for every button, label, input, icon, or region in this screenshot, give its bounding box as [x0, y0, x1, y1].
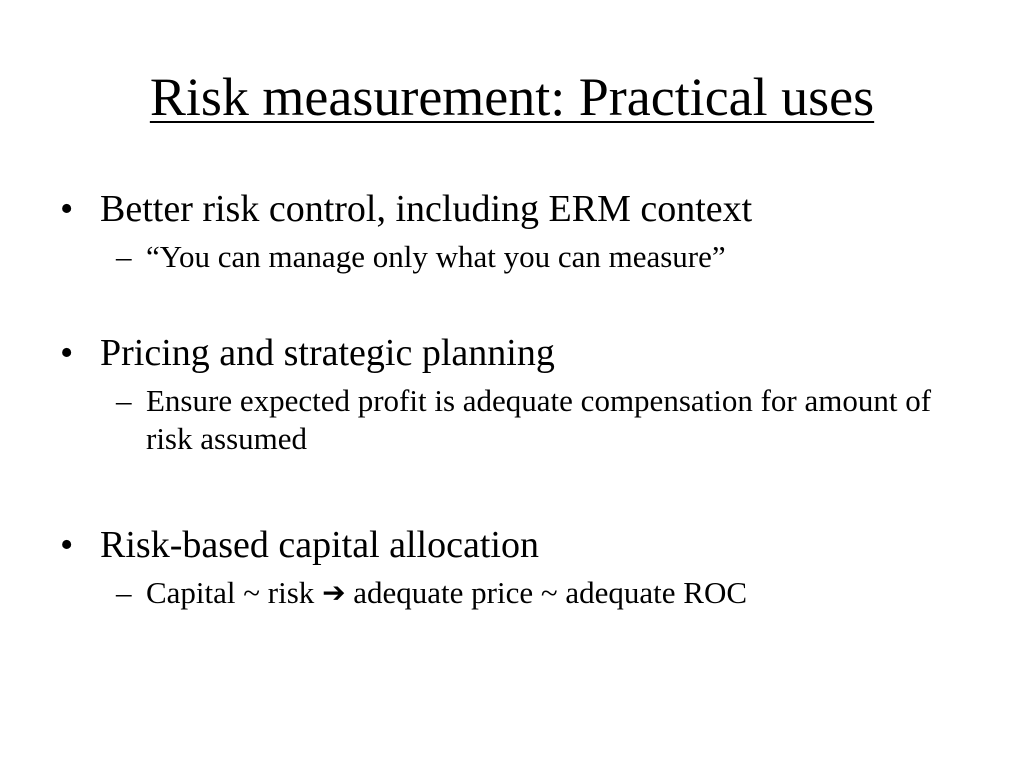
bullet-text: Pricing and strategic planning	[100, 332, 555, 374]
sub-bullet-text-after: adequate price ~ adequate ROC	[353, 575, 748, 610]
bullet-item-risk-control	[60, 184, 980, 234]
sub-bullet-marker: –	[116, 575, 132, 610]
sub-bullet-item	[116, 574, 980, 612]
bullet-text: Better risk control, including ERM context	[100, 188, 753, 230]
bullet-item-pricing	[60, 328, 980, 378]
sub-bullet-item	[116, 382, 980, 458]
bullet-marker: •	[60, 188, 74, 230]
sub-bullet-marker: –	[116, 239, 132, 274]
sub-bullet-marker: –	[116, 383, 132, 418]
sub-bullet-text-before: Capital ~ risk	[146, 575, 315, 610]
sub-bullet-text: “You can manage only what you can measure”	[146, 239, 726, 274]
sub-bullet-item	[116, 238, 980, 276]
bullet-list	[60, 184, 980, 612]
bullet-marker: •	[60, 524, 74, 566]
spacer	[60, 458, 980, 520]
spacer	[60, 276, 980, 328]
bullet-text: Risk-based capital allocation	[100, 524, 539, 566]
slide-title: Risk measurement: Practical uses	[149, 67, 875, 127]
bullet-item-capital-allocation	[60, 520, 980, 570]
right-arrow-icon: ➔	[322, 576, 346, 609]
sub-bullet-text: Ensure expected profit is adequate compensation for amount of risk assumed	[146, 383, 932, 456]
bullet-marker: •	[60, 332, 74, 374]
